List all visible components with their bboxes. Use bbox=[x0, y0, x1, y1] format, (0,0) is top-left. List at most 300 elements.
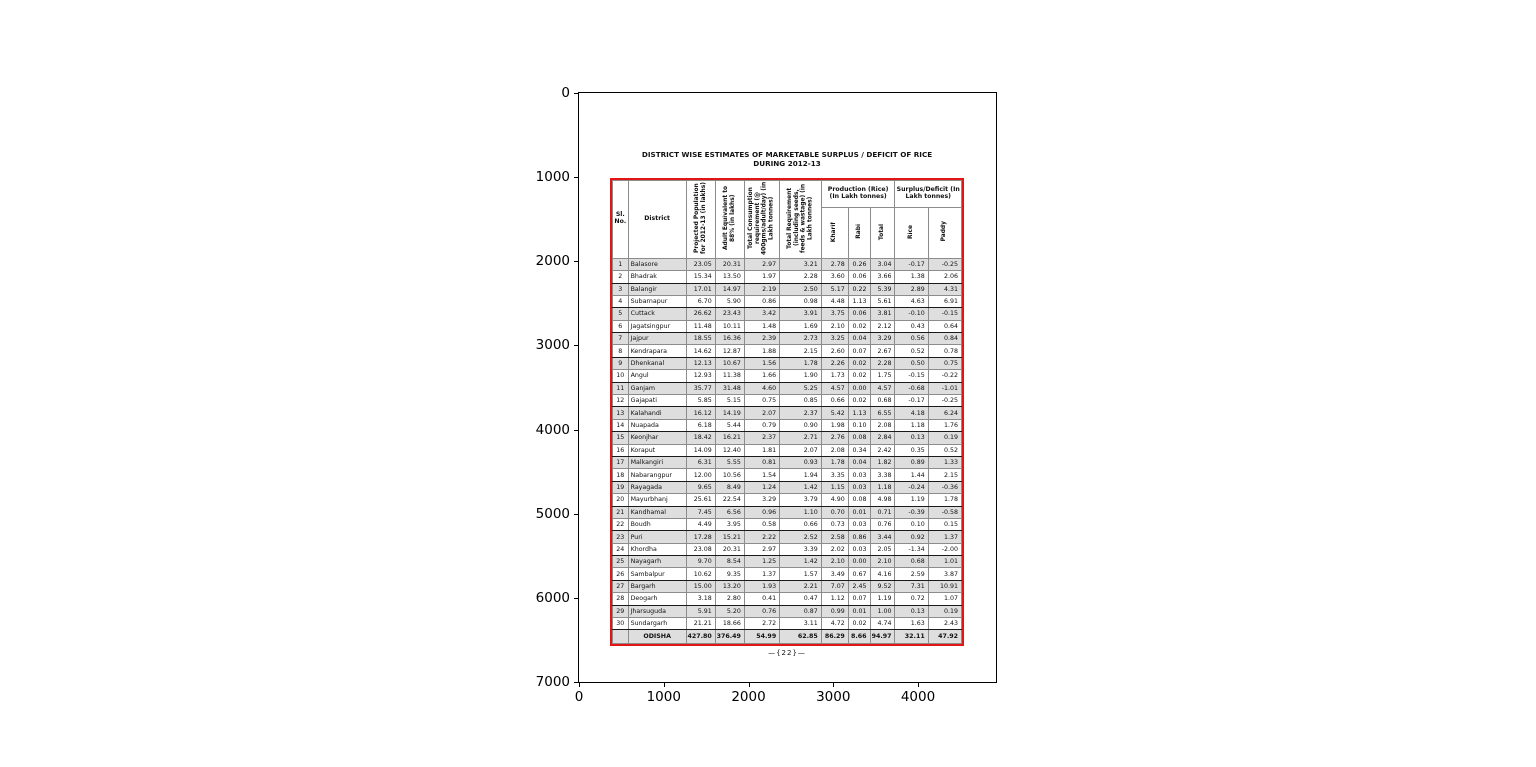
cell-paddy: 6.24 bbox=[928, 407, 961, 419]
cell-requirement: 2.73 bbox=[780, 333, 822, 345]
cell-population: 6.18 bbox=[686, 419, 715, 431]
cell-adult: 20.31 bbox=[715, 258, 744, 270]
cell-rice: -0.24 bbox=[895, 481, 928, 493]
cell-total: 2.12 bbox=[870, 320, 895, 332]
col-header-rice: Rice bbox=[895, 207, 928, 258]
cell-consumption: 0.96 bbox=[744, 506, 779, 518]
cell-consumption: 1.54 bbox=[744, 469, 779, 481]
table-row bbox=[613, 469, 962, 481]
y-axis-tick-label: 6000 bbox=[535, 589, 570, 606]
cell-kharif: 4.57 bbox=[821, 382, 848, 394]
cell-sl-no: 25 bbox=[613, 556, 629, 568]
cell-requirement: 1.78 bbox=[780, 357, 822, 369]
total-cell-paddy: 47.92 bbox=[928, 630, 961, 644]
cell-consumption: 1.93 bbox=[744, 580, 779, 592]
total-cell-sl bbox=[613, 630, 629, 644]
cell-total: 1.00 bbox=[870, 605, 895, 617]
cell-kharif: 2.58 bbox=[821, 531, 848, 543]
table-row bbox=[613, 320, 962, 332]
cell-rice: 1.44 bbox=[895, 469, 928, 481]
cell-adult: 16.36 bbox=[715, 333, 744, 345]
cell-requirement: 2.28 bbox=[780, 271, 822, 283]
cell-sl-no: 15 bbox=[613, 432, 629, 444]
cell-kharif: 3.60 bbox=[821, 271, 848, 283]
cell-kharif: 2.60 bbox=[821, 345, 848, 357]
cell-sl-no: 11 bbox=[613, 382, 629, 394]
cell-sl-no: 22 bbox=[613, 518, 629, 530]
cell-population: 23.08 bbox=[686, 543, 715, 555]
cell-kharif: 3.35 bbox=[821, 469, 848, 481]
cell-total: 6.55 bbox=[870, 407, 895, 419]
cell-rice: 0.13 bbox=[895, 432, 928, 444]
cell-consumption: 2.19 bbox=[744, 283, 779, 295]
cell-total: 5.61 bbox=[870, 295, 895, 307]
table-row bbox=[613, 580, 962, 592]
cell-requirement: 3.21 bbox=[780, 258, 822, 270]
cell-adult: 14.97 bbox=[715, 283, 744, 295]
cell-district: Jajpur bbox=[628, 333, 686, 345]
cell-adult: 13.20 bbox=[715, 580, 744, 592]
cell-sl-no: 18 bbox=[613, 469, 629, 481]
y-axis-tick-mark bbox=[574, 177, 579, 178]
cell-population: 15.34 bbox=[686, 271, 715, 283]
cell-rice: 2.89 bbox=[895, 283, 928, 295]
cell-total: 4.98 bbox=[870, 494, 895, 506]
cell-rice: 0.43 bbox=[895, 320, 928, 332]
cell-requirement: 2.71 bbox=[780, 432, 822, 444]
cell-kharif: 0.66 bbox=[821, 395, 848, 407]
cell-population: 15.00 bbox=[686, 580, 715, 592]
col-header-sl-no: Sl. No. bbox=[613, 180, 629, 258]
document-title bbox=[610, 150, 964, 169]
total-cell-population: 427.80 bbox=[686, 630, 715, 644]
cell-adult: 11.38 bbox=[715, 370, 744, 382]
cell-kharif: 2.76 bbox=[821, 432, 848, 444]
cell-paddy: 0.64 bbox=[928, 320, 961, 332]
cell-district: Rayagada bbox=[628, 481, 686, 493]
cell-district: Deogarh bbox=[628, 593, 686, 605]
cell-total: 3.04 bbox=[870, 258, 895, 270]
cell-population: 26.62 bbox=[686, 308, 715, 320]
cell-consumption: 2.72 bbox=[744, 618, 779, 630]
x-axis-tick-mark bbox=[664, 682, 665, 687]
cell-adult: 5.55 bbox=[715, 456, 744, 468]
cell-paddy: 0.15 bbox=[928, 518, 961, 530]
cell-district: Cuttack bbox=[628, 308, 686, 320]
cell-kharif: 7.07 bbox=[821, 580, 848, 592]
cell-sl-no: 21 bbox=[613, 506, 629, 518]
cell-consumption: 2.22 bbox=[744, 531, 779, 543]
cell-population: 18.55 bbox=[686, 333, 715, 345]
table-row bbox=[613, 518, 962, 530]
cell-population: 23.05 bbox=[686, 258, 715, 270]
cell-requirement: 0.87 bbox=[780, 605, 822, 617]
cell-paddy: -0.36 bbox=[928, 481, 961, 493]
table-row bbox=[613, 357, 962, 369]
cell-total: 2.05 bbox=[870, 543, 895, 555]
cell-requirement: 1.57 bbox=[780, 568, 822, 580]
cell-rice: -0.10 bbox=[895, 308, 928, 320]
plot-area bbox=[535, 85, 997, 705]
cell-kharif: 2.10 bbox=[821, 556, 848, 568]
cell-district: Balasore bbox=[628, 258, 686, 270]
cell-district: Balangir bbox=[628, 283, 686, 295]
cell-sl-no: 14 bbox=[613, 419, 629, 431]
col-header-district: District bbox=[628, 180, 686, 258]
table-row bbox=[613, 531, 962, 543]
cell-consumption: 0.76 bbox=[744, 605, 779, 617]
cell-consumption: 2.37 bbox=[744, 432, 779, 444]
cell-district: Bargarh bbox=[628, 580, 686, 592]
cell-rice: -0.39 bbox=[895, 506, 928, 518]
cell-kharif: 1.73 bbox=[821, 370, 848, 382]
x-axis-tick-mark bbox=[918, 682, 919, 687]
y-axis-tick-label: 5000 bbox=[535, 505, 570, 522]
cell-rice: 0.68 bbox=[895, 556, 928, 568]
col-header-paddy: Paddy bbox=[928, 207, 961, 258]
cell-paddy: -0.58 bbox=[928, 506, 961, 518]
table-row bbox=[613, 271, 962, 283]
cell-adult: 20.31 bbox=[715, 543, 744, 555]
cell-paddy: 0.75 bbox=[928, 357, 961, 369]
table-row bbox=[613, 506, 962, 518]
cell-district: Gajapati bbox=[628, 395, 686, 407]
cell-rice: -0.17 bbox=[895, 395, 928, 407]
cell-adult: 10.11 bbox=[715, 320, 744, 332]
cell-paddy: -0.25 bbox=[928, 258, 961, 270]
cell-paddy: 3.87 bbox=[928, 568, 961, 580]
table-row bbox=[613, 618, 962, 630]
cell-sl-no: 27 bbox=[613, 580, 629, 592]
cell-adult: 10.67 bbox=[715, 357, 744, 369]
cell-consumption: 1.97 bbox=[744, 271, 779, 283]
cell-total: 4.57 bbox=[870, 382, 895, 394]
x-axis-tick-label: 4000 bbox=[900, 689, 936, 705]
cell-requirement: 1.10 bbox=[780, 506, 822, 518]
cell-population: 11.48 bbox=[686, 320, 715, 332]
cell-rabi: 1.13 bbox=[848, 295, 870, 307]
cell-rice: 4.18 bbox=[895, 407, 928, 419]
y-axis-tick-mark bbox=[574, 430, 579, 431]
cell-sl-no: 20 bbox=[613, 494, 629, 506]
cell-rabi: 0.08 bbox=[848, 432, 870, 444]
cell-population: 17.01 bbox=[686, 283, 715, 295]
cell-total: 3.29 bbox=[870, 333, 895, 345]
cell-rabi: 0.34 bbox=[848, 444, 870, 456]
cell-rabi: 0.06 bbox=[848, 271, 870, 283]
cell-rice: -1.34 bbox=[895, 543, 928, 555]
cell-paddy: 1.76 bbox=[928, 419, 961, 431]
cell-total: 1.75 bbox=[870, 370, 895, 382]
cell-requirement: 1.69 bbox=[780, 320, 822, 332]
cell-rabi: 0.03 bbox=[848, 518, 870, 530]
cell-sl-no: 2 bbox=[613, 271, 629, 283]
cell-population: 25.61 bbox=[686, 494, 715, 506]
cell-consumption: 4.60 bbox=[744, 382, 779, 394]
cell-consumption: 0.81 bbox=[744, 456, 779, 468]
cell-requirement: 2.15 bbox=[780, 345, 822, 357]
cell-consumption: 1.56 bbox=[744, 357, 779, 369]
cell-adult: 16.21 bbox=[715, 432, 744, 444]
cell-total: 2.42 bbox=[870, 444, 895, 456]
cell-adult: 5.20 bbox=[715, 605, 744, 617]
cell-rice: -0.68 bbox=[895, 382, 928, 394]
cell-adult: 23.43 bbox=[715, 308, 744, 320]
cell-rabi: 0.08 bbox=[848, 494, 870, 506]
cell-rice: 0.52 bbox=[895, 345, 928, 357]
cell-rabi: 0.03 bbox=[848, 543, 870, 555]
col-group-production: Production (Rice) (In Lakh tonnes) bbox=[821, 180, 895, 207]
cell-rice: 0.13 bbox=[895, 605, 928, 617]
cell-consumption: 1.24 bbox=[744, 481, 779, 493]
cell-district: Kendrapara bbox=[628, 345, 686, 357]
table-row bbox=[613, 333, 962, 345]
cell-total: 3.66 bbox=[870, 271, 895, 283]
cell-kharif: 3.75 bbox=[821, 308, 848, 320]
cell-requirement: 5.25 bbox=[780, 382, 822, 394]
cell-paddy: 1.01 bbox=[928, 556, 961, 568]
cell-district: Nuapada bbox=[628, 419, 686, 431]
cell-requirement: 1.90 bbox=[780, 370, 822, 382]
y-axis-tick-mark bbox=[574, 261, 579, 262]
cell-kharif: 2.78 bbox=[821, 258, 848, 270]
cell-consumption: 0.41 bbox=[744, 593, 779, 605]
cell-adult: 15.21 bbox=[715, 531, 744, 543]
x-axis-tick-label: 3000 bbox=[816, 689, 851, 705]
surplus-deficit-table bbox=[612, 180, 962, 644]
cell-consumption: 3.42 bbox=[744, 308, 779, 320]
cell-total: 4.74 bbox=[870, 618, 895, 630]
document-title-line2: DURING 2012-13 bbox=[753, 159, 821, 169]
cell-district: Nabarangpur bbox=[628, 469, 686, 481]
x-axis-tick-mark bbox=[579, 682, 580, 687]
cell-sl-no: 28 bbox=[613, 593, 629, 605]
cell-district: Sambalpur bbox=[628, 568, 686, 580]
total-cell-kharif: 86.29 bbox=[821, 630, 848, 644]
cell-district: Ganjam bbox=[628, 382, 686, 394]
table-row bbox=[613, 407, 962, 419]
cell-sl-no: 5 bbox=[613, 308, 629, 320]
cell-population: 7.45 bbox=[686, 506, 715, 518]
cell-population: 21.21 bbox=[686, 618, 715, 630]
cell-requirement: 1.42 bbox=[780, 481, 822, 493]
cell-paddy: -0.25 bbox=[928, 395, 961, 407]
cell-requirement: 2.50 bbox=[780, 283, 822, 295]
cell-consumption: 2.07 bbox=[744, 407, 779, 419]
cell-district: Nayagarh bbox=[628, 556, 686, 568]
cell-rabi: 0.86 bbox=[848, 531, 870, 543]
cell-rabi: 0.22 bbox=[848, 283, 870, 295]
cell-rice: -0.17 bbox=[895, 258, 928, 270]
cell-consumption: 0.58 bbox=[744, 518, 779, 530]
cell-kharif: 2.26 bbox=[821, 357, 848, 369]
cell-requirement: 0.47 bbox=[780, 593, 822, 605]
total-cell-total: 94.97 bbox=[870, 630, 895, 644]
table-row bbox=[613, 283, 962, 295]
cell-requirement: 2.37 bbox=[780, 407, 822, 419]
cell-requirement: 3.39 bbox=[780, 543, 822, 555]
table-row bbox=[613, 456, 962, 468]
cell-paddy: -0.22 bbox=[928, 370, 961, 382]
cell-rabi: 0.02 bbox=[848, 618, 870, 630]
cell-adult: 13.50 bbox=[715, 271, 744, 283]
cell-paddy: 2.06 bbox=[928, 271, 961, 283]
cell-district: Boudh bbox=[628, 518, 686, 530]
col-header-total-requirement: Total Requirement (including seeds, feeds & wastage) (in Lakh tonnes) bbox=[780, 180, 822, 258]
cell-adult: 12.87 bbox=[715, 345, 744, 357]
cell-paddy: 0.78 bbox=[928, 345, 961, 357]
cell-adult: 22.54 bbox=[715, 494, 744, 506]
cell-sl-no: 24 bbox=[613, 543, 629, 555]
cell-district: Mayurbhanj bbox=[628, 494, 686, 506]
cell-consumption: 0.79 bbox=[744, 419, 779, 431]
cell-total: 1.18 bbox=[870, 481, 895, 493]
cell-sl-no: 10 bbox=[613, 370, 629, 382]
cell-population: 14.62 bbox=[686, 345, 715, 357]
cell-rice: 2.59 bbox=[895, 568, 928, 580]
y-axis-tick-label: 0 bbox=[561, 85, 570, 101]
total-cell-rice: 32.11 bbox=[895, 630, 928, 644]
cell-adult: 18.66 bbox=[715, 618, 744, 630]
cell-rice: 0.92 bbox=[895, 531, 928, 543]
cell-population: 17.28 bbox=[686, 531, 715, 543]
cell-rice: 1.18 bbox=[895, 419, 928, 431]
table-row bbox=[613, 481, 962, 493]
cell-rabi: 0.07 bbox=[848, 593, 870, 605]
cell-district: Khordha bbox=[628, 543, 686, 555]
cell-requirement: 2.52 bbox=[780, 531, 822, 543]
cell-consumption: 3.29 bbox=[744, 494, 779, 506]
y-axis-tick-mark bbox=[574, 93, 579, 94]
x-axis-tick-label: 1000 bbox=[646, 689, 681, 705]
table-row bbox=[613, 382, 962, 394]
cell-rice: 0.10 bbox=[895, 518, 928, 530]
cell-population: 10.62 bbox=[686, 568, 715, 580]
cell-kharif: 2.08 bbox=[821, 444, 848, 456]
document-image bbox=[610, 150, 964, 657]
cell-requirement: 3.79 bbox=[780, 494, 822, 506]
cell-rabi: 0.00 bbox=[848, 382, 870, 394]
cell-consumption: 1.48 bbox=[744, 320, 779, 332]
cell-rabi: 0.01 bbox=[848, 506, 870, 518]
cell-adult: 5.44 bbox=[715, 419, 744, 431]
document-title-line1: DISTRICT WISE ESTIMATES OF MARKETABLE SURPLUS / DEFICIT OF RICE bbox=[641, 150, 933, 159]
cell-rabi: 0.02 bbox=[848, 357, 870, 369]
cell-sl-no: 23 bbox=[613, 531, 629, 543]
cell-total: 1.82 bbox=[870, 456, 895, 468]
cell-consumption: 1.81 bbox=[744, 444, 779, 456]
total-cell-rabi: 8.66 bbox=[848, 630, 870, 644]
table-row bbox=[613, 432, 962, 444]
col-header-total-consumption: Total Consumption requirement (@ 400gms/adult/day) (in Lakh tonnes) bbox=[744, 180, 779, 258]
cell-kharif: 3.25 bbox=[821, 333, 848, 345]
table-red-border bbox=[610, 178, 964, 646]
cell-total: 0.71 bbox=[870, 506, 895, 518]
total-cell-consumption: 54.99 bbox=[744, 630, 779, 644]
cell-population: 14.09 bbox=[686, 444, 715, 456]
cell-adult: 8.54 bbox=[715, 556, 744, 568]
cell-kharif: 2.02 bbox=[821, 543, 848, 555]
cell-rabi: 0.67 bbox=[848, 568, 870, 580]
cell-total: 2.10 bbox=[870, 556, 895, 568]
table-row bbox=[613, 556, 962, 568]
cell-adult: 12.40 bbox=[715, 444, 744, 456]
cell-requirement: 1.42 bbox=[780, 556, 822, 568]
cell-consumption: 1.66 bbox=[744, 370, 779, 382]
cell-sl-no: 7 bbox=[613, 333, 629, 345]
cell-sl-no: 30 bbox=[613, 618, 629, 630]
table-row bbox=[613, 494, 962, 506]
cell-sl-no: 8 bbox=[613, 345, 629, 357]
cell-paddy: 0.84 bbox=[928, 333, 961, 345]
cell-rice: 0.50 bbox=[895, 357, 928, 369]
cell-rabi: 0.04 bbox=[848, 333, 870, 345]
cell-rice: 1.19 bbox=[895, 494, 928, 506]
cell-rabi: 0.03 bbox=[848, 469, 870, 481]
table-row bbox=[613, 419, 962, 431]
cell-rabi: 0.10 bbox=[848, 419, 870, 431]
cell-paddy: 10.91 bbox=[928, 580, 961, 592]
cell-district: Malkangiri bbox=[628, 456, 686, 468]
cell-rice: 4.63 bbox=[895, 295, 928, 307]
cell-requirement: 0.90 bbox=[780, 419, 822, 431]
cell-paddy: 1.33 bbox=[928, 456, 961, 468]
cell-rice: 0.72 bbox=[895, 593, 928, 605]
cell-population: 9.65 bbox=[686, 481, 715, 493]
cell-total: 0.68 bbox=[870, 395, 895, 407]
cell-population: 12.13 bbox=[686, 357, 715, 369]
cell-rabi: 1.13 bbox=[848, 407, 870, 419]
cell-population: 9.70 bbox=[686, 556, 715, 568]
cell-sl-no: 1 bbox=[613, 258, 629, 270]
cell-district: Bhadrak bbox=[628, 271, 686, 283]
cell-consumption: 1.88 bbox=[744, 345, 779, 357]
cell-consumption: 0.86 bbox=[744, 295, 779, 307]
col-header-total: Total bbox=[870, 207, 895, 258]
cell-paddy: 2.43 bbox=[928, 618, 961, 630]
cell-district: Jharsuguda bbox=[628, 605, 686, 617]
cell-adult: 9.35 bbox=[715, 568, 744, 580]
cell-total: 2.84 bbox=[870, 432, 895, 444]
y-axis-tick-mark bbox=[574, 598, 579, 599]
cell-rice: 0.35 bbox=[895, 444, 928, 456]
cell-rice: 1.38 bbox=[895, 271, 928, 283]
cell-adult: 6.56 bbox=[715, 506, 744, 518]
cell-paddy: 1.07 bbox=[928, 593, 961, 605]
y-axis-tick-label: 7000 bbox=[535, 674, 570, 690]
total-cell-adult: 376.49 bbox=[715, 630, 744, 644]
cell-rabi: 0.04 bbox=[848, 456, 870, 468]
cell-adult: 2.80 bbox=[715, 593, 744, 605]
cell-paddy: 0.19 bbox=[928, 432, 961, 444]
cell-paddy: 1.78 bbox=[928, 494, 961, 506]
cell-total: 2.08 bbox=[870, 419, 895, 431]
cell-consumption: 2.97 bbox=[744, 543, 779, 555]
cell-total: 3.81 bbox=[870, 308, 895, 320]
cell-consumption: 2.39 bbox=[744, 333, 779, 345]
cell-rice: -0.15 bbox=[895, 370, 928, 382]
y-axis-tick-label: 4000 bbox=[535, 421, 570, 438]
cell-district: Puri bbox=[628, 531, 686, 543]
cell-kharif: 5.42 bbox=[821, 407, 848, 419]
cell-rabi: 0.07 bbox=[848, 345, 870, 357]
cell-paddy: -0.15 bbox=[928, 308, 961, 320]
cell-total: 1.19 bbox=[870, 593, 895, 605]
y-axis-tick-label: 1000 bbox=[535, 169, 570, 186]
cell-kharif: 0.99 bbox=[821, 605, 848, 617]
y-axis-tick-mark bbox=[574, 514, 579, 515]
y-axis-tick-mark bbox=[574, 345, 579, 346]
